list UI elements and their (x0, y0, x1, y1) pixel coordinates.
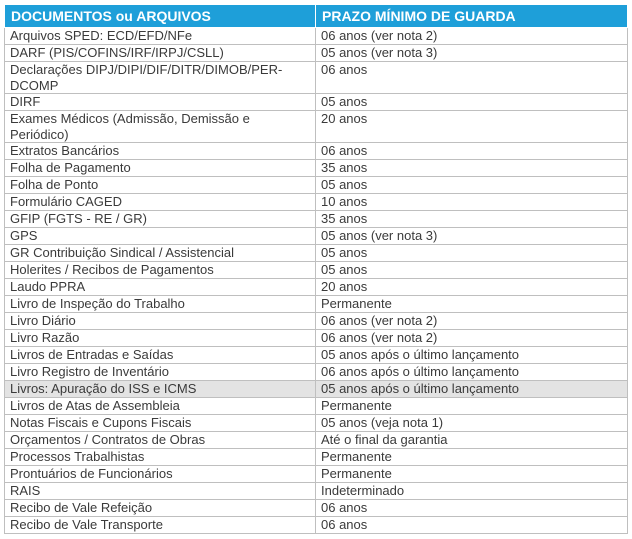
table-row (5, 347, 628, 364)
document-cell: Laudo PPRA (5, 279, 316, 296)
table-row (5, 517, 628, 534)
table-row (5, 432, 628, 449)
table-row (5, 296, 628, 313)
table-row (5, 398, 628, 415)
retention-period-cell: 20 anos (316, 279, 628, 296)
retention-period-cell: 05 anos (316, 245, 628, 262)
table-row (5, 262, 628, 279)
table-row (5, 211, 628, 228)
table-row (5, 143, 628, 160)
retention-period-cell: 05 anos (ver nota 3) (316, 45, 628, 62)
retention-period-cell: 05 anos (316, 94, 628, 111)
document-cell: Livros de Atas de Assembleia (5, 398, 316, 415)
document-cell: Livro Diário (5, 313, 316, 330)
table-row (5, 228, 628, 245)
table-row (5, 245, 628, 262)
table-row (5, 28, 628, 45)
document-cell: Processos Trabalhistas (5, 449, 316, 466)
table-row (5, 279, 628, 296)
document-cell: Livro Registro de Inventário (5, 364, 316, 381)
retention-period-cell: Indeterminado (316, 483, 628, 500)
document-cell: DIRF (5, 94, 316, 111)
document-cell: Holerites / Recibos de Pagamentos (5, 262, 316, 279)
document-cell: Notas Fiscais e Cupons Fiscais (5, 415, 316, 432)
document-cell: Livros de Entradas e Saídas (5, 347, 316, 364)
table-row (5, 415, 628, 432)
retention-period-cell: 05 anos (316, 262, 628, 279)
table-row (5, 177, 628, 194)
retention-table-container (4, 4, 627, 534)
table-row (5, 466, 628, 483)
document-cell: Recibo de Vale Transporte (5, 517, 316, 534)
retention-period-cell: 05 anos (ver nota 3) (316, 228, 628, 245)
retention-period-cell: 05 anos após o último lançamento (316, 381, 628, 398)
retention-period-cell: 35 anos (316, 160, 628, 177)
table-row (5, 111, 628, 143)
document-cell: GR Contribuição Sindical / Assistencial (5, 245, 316, 262)
document-cell: Declarações DIPJ/DIPI/DIF/DITR/DIMOB/PER-DCOMP (5, 62, 316, 94)
table-row (5, 94, 628, 111)
document-cell: Orçamentos / Contratos de Obras (5, 432, 316, 449)
table-header-row (5, 5, 628, 28)
document-cell: Prontuários de Funcionários (5, 466, 316, 483)
header-documentos: DOCUMENTOS ou ARQUIVOS (5, 5, 316, 28)
document-cell: Livro de Inspeção do Trabalho (5, 296, 316, 313)
document-cell: Extratos Bancários (5, 143, 316, 160)
retention-period-cell: 35 anos (316, 211, 628, 228)
table-row (5, 62, 628, 94)
table-row (5, 330, 628, 347)
retention-period-cell: Permanente (316, 296, 628, 313)
retention-period-cell: 06 anos (ver nota 2) (316, 330, 628, 347)
table-row (5, 160, 628, 177)
retention-period-cell: 06 anos (ver nota 2) (316, 28, 628, 45)
retention-period-cell: 06 anos (316, 143, 628, 160)
retention-period-cell: 10 anos (316, 194, 628, 211)
document-cell: Livro Razão (5, 330, 316, 347)
table-row (5, 364, 628, 381)
retention-period-cell: 06 anos (316, 500, 628, 517)
retention-period-cell: Permanente (316, 466, 628, 483)
table-row (5, 381, 628, 398)
table-body (5, 28, 628, 534)
document-cell: Arquivos SPED: ECD/EFD/NFe (5, 28, 316, 45)
table-row (5, 194, 628, 211)
document-cell: Recibo de Vale Refeição (5, 500, 316, 517)
document-cell: Exames Médicos (Admissão, Demissão e Periódico) (5, 111, 316, 143)
document-cell: Folha de Pagamento (5, 160, 316, 177)
document-cell: RAIS (5, 483, 316, 500)
table-row (5, 500, 628, 517)
retention-period-cell: 06 anos (316, 62, 628, 94)
retention-period-cell: 05 anos (veja nota 1) (316, 415, 628, 432)
retention-period-cell: 06 anos (316, 517, 628, 534)
table-row (5, 483, 628, 500)
document-cell: GFIP (FGTS - RE / GR) (5, 211, 316, 228)
retention-period-cell: 05 anos após o último lançamento (316, 347, 628, 364)
table-row (5, 45, 628, 62)
document-cell: Livros: Apuração do ISS e ICMS (5, 381, 316, 398)
retention-period-cell: 06 anos (ver nota 2) (316, 313, 628, 330)
table-row (5, 313, 628, 330)
retention-period-cell: Permanente (316, 398, 628, 415)
retention-period-cell: Até o final da garantia (316, 432, 628, 449)
document-cell: Formulário CAGED (5, 194, 316, 211)
retention-table (4, 4, 628, 534)
header-prazo: PRAZO MÍNIMO DE GUARDA (316, 5, 628, 28)
document-cell: GPS (5, 228, 316, 245)
retention-period-cell: 05 anos (316, 177, 628, 194)
document-cell: DARF (PIS/COFINS/IRF/IRPJ/CSLL) (5, 45, 316, 62)
retention-period-cell: Permanente (316, 449, 628, 466)
retention-period-cell: 06 anos após o último lançamento (316, 364, 628, 381)
document-cell: Folha de Ponto (5, 177, 316, 194)
table-row (5, 449, 628, 466)
retention-period-cell: 20 anos (316, 111, 628, 143)
